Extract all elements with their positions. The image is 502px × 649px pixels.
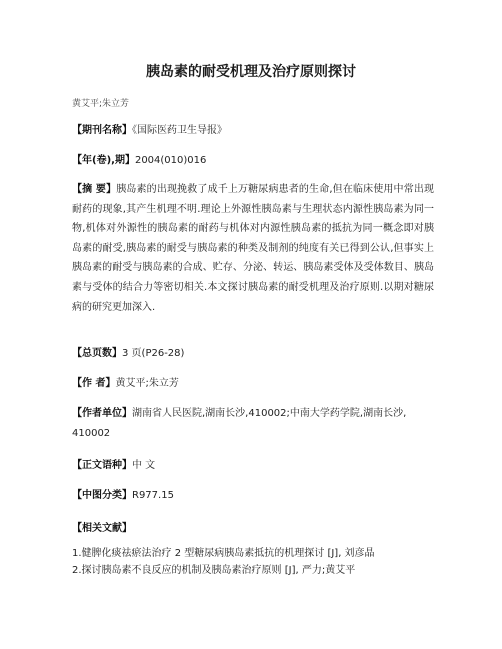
classification-value: R977.15	[132, 490, 174, 501]
journal-name-field	[72, 121, 432, 141]
journal-name-value: 《国际医药卫生导报》	[132, 125, 227, 136]
affiliation-label: 【作者单位】	[72, 408, 132, 419]
affiliation-field	[72, 404, 412, 444]
abstract-label: 【摘 要】	[72, 184, 117, 195]
authors-line: 黄艾平;朱立芳	[72, 99, 130, 109]
language-value: 中 文	[132, 460, 156, 471]
author-label: 【作 者】	[72, 378, 116, 389]
language-label: 【正文语种】	[72, 460, 132, 471]
journal-name-label: 【期刊名称】	[72, 125, 132, 136]
total-pages-value: 3 页(P26-28)	[122, 348, 185, 359]
year-volume-issue-label: 【年(卷),期】	[72, 155, 135, 166]
classification-label: 【中图分类】	[72, 490, 132, 501]
list-item	[72, 562, 452, 579]
classification-field	[72, 486, 432, 506]
abstract-block	[72, 180, 434, 317]
total-pages-label: 【总页数】	[72, 348, 122, 359]
abstract-text: 胰岛素的出现挽救了成千上万糖尿病患者的生命,但在临床使用中常出现耐药的现象,其产生机理不明.理论上外源性胰岛素与生理状态内源性胰岛素为同一物,机体对外源性的胰岛素的耐药与机体对内源性胰岛素的抵抗为同一概念即对胰岛素的耐受,胰岛素的耐受与胰岛素的种类及制剂的纯度有关已得到公认,但事实上胰岛素的耐受与胰岛素的合成、贮存、分泌、转运、胰岛素受体及受体数目、胰岛素与受体的结合力等密切相关.本文探讨胰岛素的耐受机理及治疗原则.以期对糖尿病的研究更加深入.	[72, 184, 435, 313]
author-field	[72, 374, 432, 394]
year-volume-issue-field	[72, 151, 432, 171]
list-item	[72, 545, 452, 562]
affiliation-value: 湖南省人民医院,湖南长沙,410002;中南大学药学院,湖南长沙,410002	[72, 408, 407, 439]
author-value: 黄艾平;朱立芳	[115, 378, 179, 389]
related-literature-link-2[interactable]: 2.探讨胰岛素不良反应的机制及胰岛素治疗原则 [J], 严力;黄艾平	[72, 565, 356, 576]
related-literature-heading: 【相关文献】	[72, 523, 132, 534]
year-volume-issue-value: 2004(010)016	[134, 155, 207, 166]
related-literature-list	[72, 545, 452, 579]
language-field	[72, 456, 432, 476]
related-literature-link-1[interactable]: 1.健脾化痰祛瘀法治疗 2 型糖尿病胰岛素抵抗的机理探讨 [J], 刘彦晶	[72, 548, 375, 559]
total-pages-field	[72, 344, 432, 364]
article-title: 胰岛素的耐受机理及治疗原则探讨	[146, 64, 356, 80]
